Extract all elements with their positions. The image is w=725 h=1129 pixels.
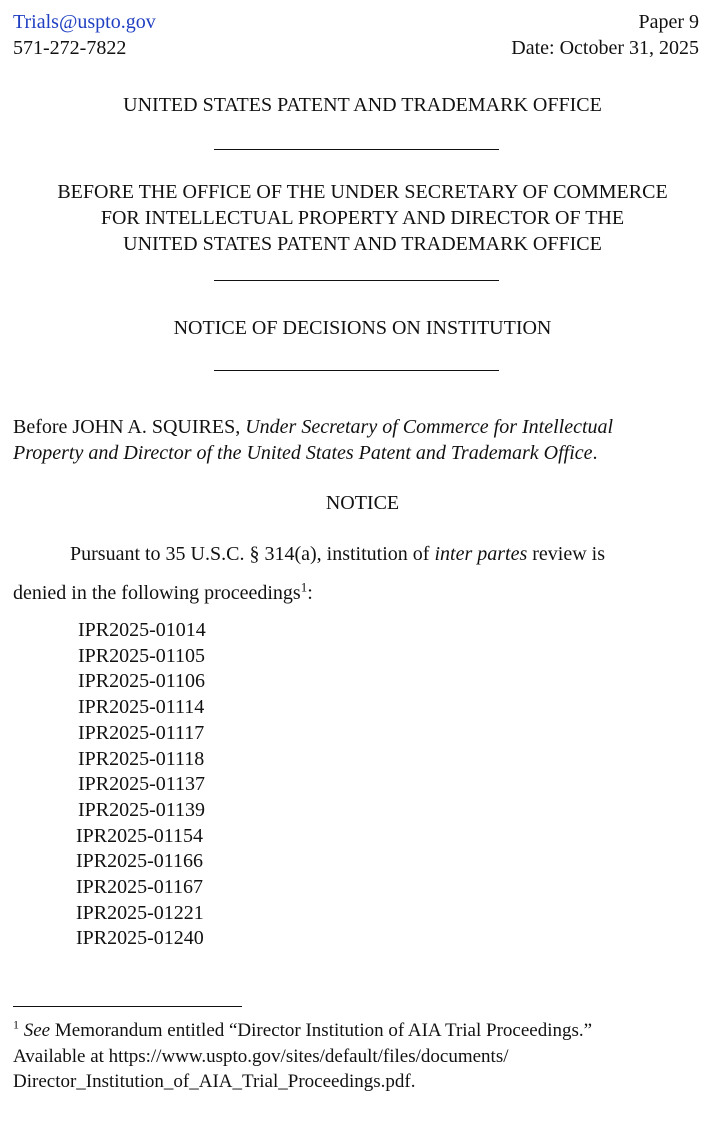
list-item: IPR2025-01118 (78, 747, 205, 770)
paper-number: Paper 9 (638, 11, 699, 33)
header-left (13, 9, 156, 61)
list-item: IPR2025-01117 (78, 721, 205, 744)
divider-3 (214, 370, 499, 371)
before-line: Before JOHN A. SQUIRES, Under Secretary of Commerce for Intellectual Property and Director of the United States Patent and Trademark Office. (13, 416, 614, 464)
footnote-see: See (23, 1020, 51, 1041)
body-line-2: denied in the following proceedings$^1$: (13, 579, 313, 604)
before-block (0, 179, 725, 257)
footnote-url-line[interactable]: Available at https://www.uspto.gov/sites/default/files/documents/ (13, 1045, 509, 1067)
list-item: IPR2025-01137 (78, 773, 206, 796)
list-item: IPR2025-01166 (76, 850, 204, 873)
list-item: IPR2025-01114 (78, 696, 205, 719)
director-title-2: Property and Director of the United States Patent and Trademark Office (13, 442, 593, 464)
agency-title: UNITED STATES PATENT AND TRADEMARK OFFICE (123, 94, 602, 116)
header-right (511, 9, 699, 61)
footnote-separator (13, 1006, 242, 1007)
body-line-1: Pursuant to 35 U.S.C. § 314(a), institution of inter partes review is (70, 543, 605, 565)
list-item: IPR2025-01105 (78, 644, 206, 667)
phone-number: 571-272-7822 (13, 37, 127, 59)
notice-heading: NOTICE (325, 492, 400, 514)
list-item: IPR2025-01167 (76, 876, 204, 899)
before-block-line: UNITED STATES PATENT AND TRADEMARK OFFICE (123, 233, 602, 255)
footnote: $^1$ See Memorandum entitled “Director Institution of AIA Trial Proceedings.” Available at https://www.uspto.gov/sites/default/files/documents/ Director_Institution_of_AIA_Trial_Proceedings.pdf. (13, 1018, 592, 1095)
list-item: IPR2025-01221 (76, 901, 204, 924)
footnote-number: 1 (13, 1017, 19, 1032)
inter-partes: inter partes (434, 543, 528, 565)
footnote-url-line[interactable]: Director_Institution_of_AIA_Trial_Proceedings.pdf. (13, 1071, 416, 1092)
list-item: IPR2025-01154 (76, 824, 204, 847)
list-item: IPR2025-01240 (76, 927, 204, 950)
before-block-line: BEFORE THE OFFICE OF THE UNDER SECRETARY OF COMMERCE (57, 181, 668, 203)
director-title-1: Under Secretary of Commerce for Intellectual (245, 416, 614, 438)
divider-1 (214, 149, 499, 150)
divider-2 (214, 280, 499, 281)
list-item: IPR2025-01106 (78, 670, 206, 693)
proceedings-list (78, 618, 206, 952)
before-prefix: Before JOHN A. SQUIRES, (13, 416, 246, 438)
email-link[interactable]: Trials@uspto.gov (13, 11, 156, 33)
decision-date: Date: October 31, 2025 (511, 37, 699, 59)
before-block-line: FOR INTELLECTUAL PROPERTY AND DIRECTOR OF THE (100, 207, 625, 229)
list-item: IPR2025-01014 (78, 619, 206, 641)
list-item: IPR2025-01139 (78, 798, 206, 821)
footnote-ref[interactable]: 1 (300, 579, 308, 595)
notice-title: NOTICE OF DECISIONS ON INSTITUTION (173, 317, 552, 339)
